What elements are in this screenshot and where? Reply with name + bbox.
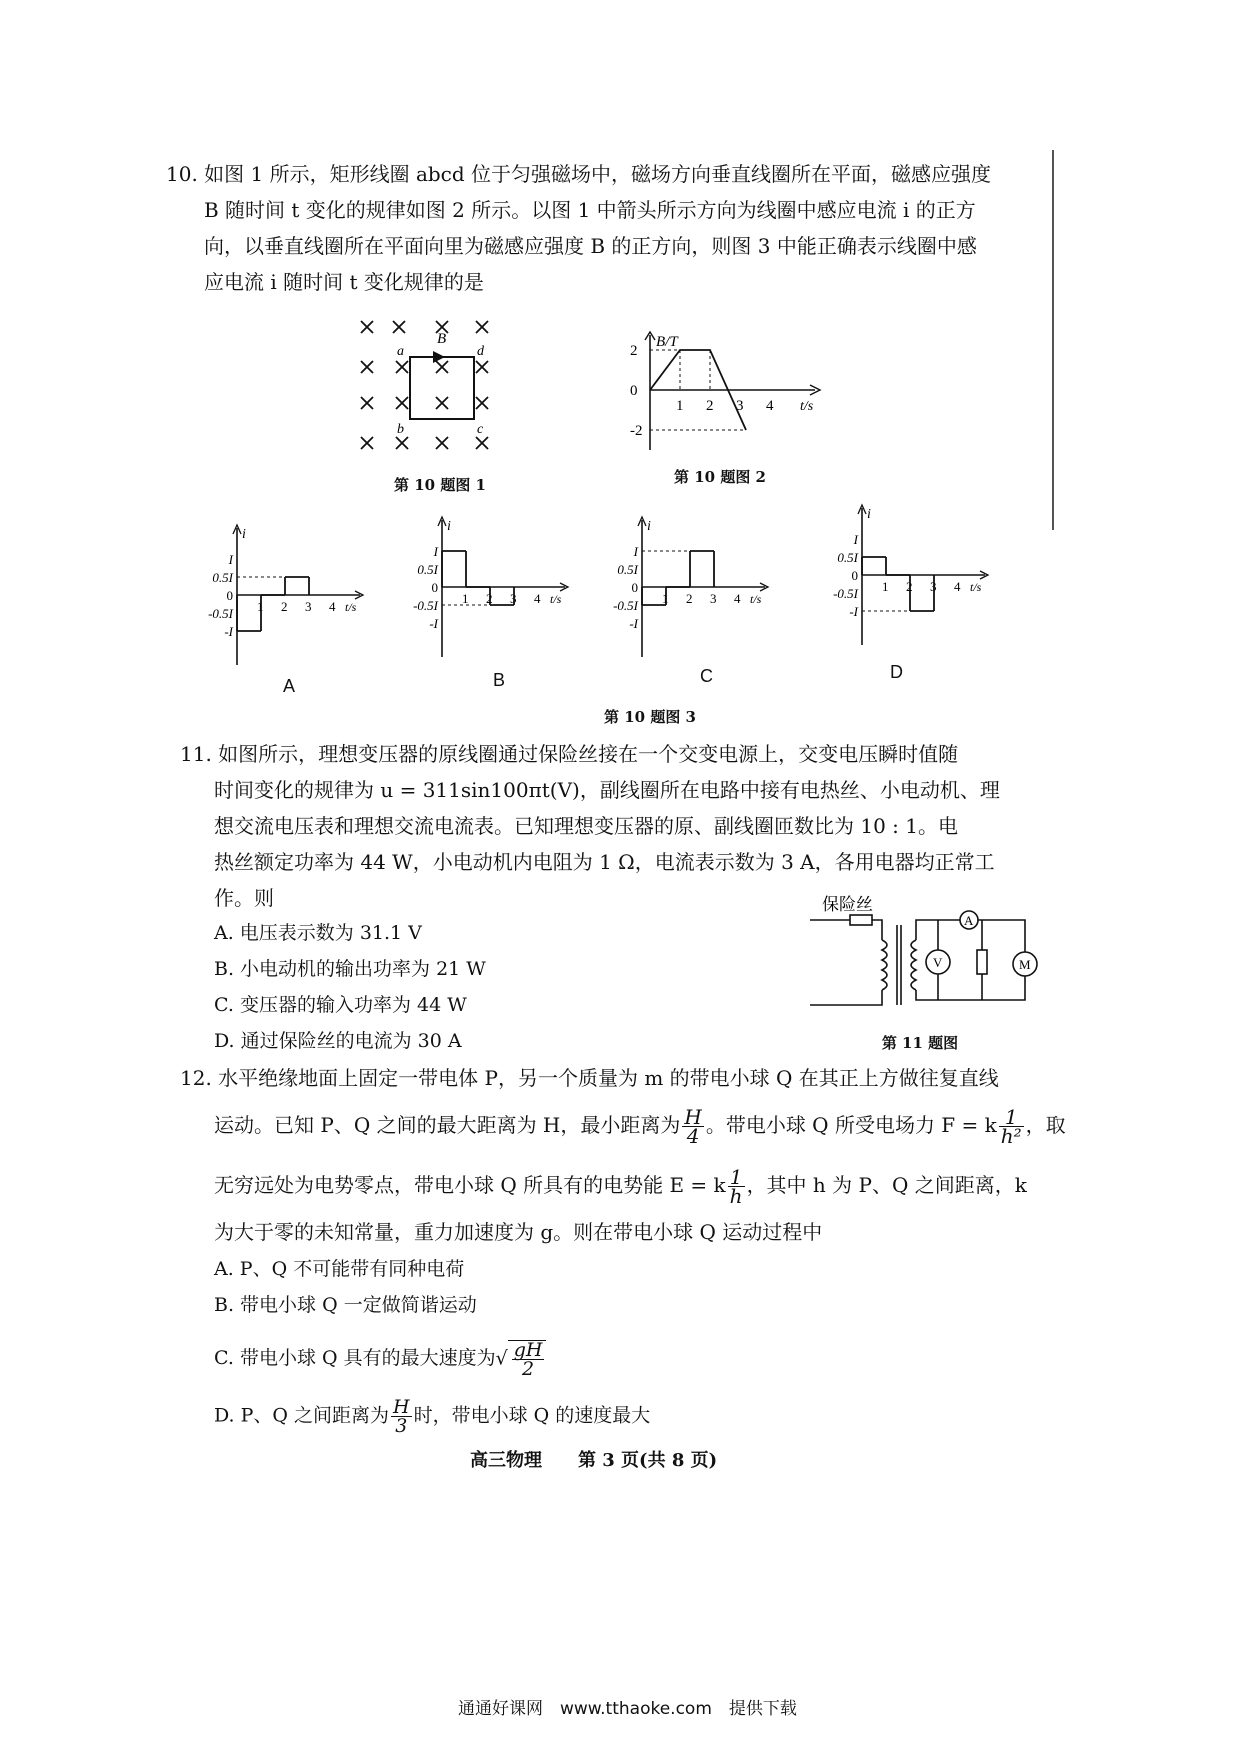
fraction-h-over-3: $\frac{H}{3}$ — [393, 1396, 410, 1437]
q11-line-5: 作。则 — [214, 886, 274, 910]
t-tick-label: 1 — [676, 398, 684, 414]
i-tick-label: 0.5I — [212, 570, 233, 585]
i-tick-label: -I — [429, 616, 438, 631]
scan-edge-line — [1052, 150, 1054, 530]
q12-line-3-post: ，其中 h 为 P、Q 之间距离，k — [746, 1173, 1027, 1197]
primary-coil — [882, 940, 887, 990]
t-axis-label: t/s — [750, 592, 762, 606]
i-tick-label: I — [228, 552, 233, 567]
vertex-b: b — [397, 422, 404, 437]
i-tick-label: -0.5I — [613, 598, 638, 613]
download-watermark: 通通好课网 www.tthaoke.com 提供下载 — [458, 1699, 797, 1719]
transformer-core — [897, 925, 901, 1005]
i-tick-label: -0.5I — [208, 606, 233, 621]
t-tick-label: 4 — [534, 591, 541, 606]
t-tick-label: 1 — [462, 591, 469, 606]
q11-option-b: B. 小电动机的输出功率为 21 W — [214, 958, 486, 980]
motor-label: M — [1019, 957, 1031, 972]
q12-line-1: 12. 水平绝缘地面上固定一带电体 P，另一个质量为 m 的带电小球 Q 在其正上方做往复直线 — [180, 1066, 999, 1090]
q11-line-1: 11. 如图所示，理想变压器的原线圈通过保险丝接在一个交变电源上，交变电压瞬时值随 — [180, 742, 959, 766]
q11-line-4: 热丝额定功率为 44 W，小电动机内电阻为 1 Ω，电流表示数为 3 A，各用电器均正常工 — [214, 850, 995, 874]
q12-line-3-pre: 无穷远处为电势零点，带电小球 Q 所具有的电势能 E = k — [214, 1173, 726, 1197]
i-tick-label: -I — [224, 624, 233, 639]
i-tick-label: 0 — [631, 580, 638, 595]
field-cross — [361, 437, 373, 449]
q10-figure-1 — [355, 315, 525, 465]
q10-line-2: B 随时间 t 变化的规律如图 2 所示。以图 1 中箭头所示方向为线圈中感应电流 i 的正方 — [204, 198, 976, 222]
fuse — [850, 915, 872, 925]
field-cross — [476, 437, 488, 449]
q12-option-d: D. P、Q 之间距离为 $\frac{H}{3}$ 时，带电小球 Q 的速度最大 — [214, 1396, 651, 1437]
q10-figure-3-caption: 第 10 题图 3 — [604, 708, 696, 726]
t-tick-label: 4 — [734, 591, 741, 606]
fuse-label: 保险丝 — [822, 895, 873, 914]
vertex-d: d — [477, 344, 484, 359]
i-t-curve — [237, 577, 309, 631]
option-letter-b: B — [493, 670, 506, 690]
q10-figure-2 — [610, 330, 830, 460]
i-tick-label: 0 — [226, 588, 233, 603]
q10-option-a-graph — [195, 520, 375, 670]
fraction-1-over-h: $\frac{1}{h}$ — [729, 1165, 743, 1208]
fraction-h-over-4: $\frac{H}{4}$ — [684, 1105, 702, 1148]
field-cross — [361, 361, 373, 373]
i-tick-label: 0.5I — [837, 550, 858, 565]
i-axis-label: i — [647, 519, 651, 534]
i-tick-label: -0.5I — [413, 598, 438, 613]
q11-option-c: C. 变压器的输入功率为 44 W — [214, 994, 467, 1016]
t-tick-label: 3 — [710, 591, 717, 606]
t-tick-label: 1 — [257, 599, 264, 614]
t-axis-label: t/s — [970, 580, 982, 594]
option-letter-c: C — [700, 666, 713, 686]
q12-option-a: A. P、Q 不可能带有同种电荷 — [214, 1258, 465, 1280]
i-t-curve — [642, 551, 714, 605]
field-cross — [396, 361, 408, 373]
b-tick-label: 0 — [630, 383, 638, 399]
t-tick-label: 2 — [906, 579, 913, 594]
q10-option-c-graph — [600, 512, 780, 662]
q12-line-2-pre: 运动。已知 P、Q 之间的最大距离为 H，最小距离为 — [214, 1113, 681, 1137]
i-tick-label: I — [433, 544, 438, 559]
i-tick-label: -I — [849, 604, 858, 619]
secondary-coil — [911, 940, 916, 990]
t-tick-label: 3 — [930, 579, 937, 594]
t-axis-label: t/s — [800, 399, 814, 414]
t-tick-label: 4 — [329, 599, 336, 614]
voltmeter-label: V — [933, 955, 943, 970]
i-tick-label: 0.5I — [617, 562, 638, 577]
field-cross — [396, 437, 408, 449]
field-cross — [476, 397, 488, 409]
i-tick-label: 0.5I — [417, 562, 438, 577]
t-tick-label: 2 — [686, 591, 693, 606]
field-cross — [396, 397, 408, 409]
magnetic-field-crosses — [361, 321, 488, 449]
q12-line-2 — [214, 1105, 1066, 1148]
vertex-a: a — [397, 344, 404, 359]
option-letter-d: D — [890, 662, 903, 682]
q11-figure-caption: 第 11 题图 — [881, 1034, 959, 1052]
field-cross — [476, 321, 488, 333]
q12-option-c: C. 带电小球 Q 具有的最大速度为√ $\frac{gH}{2}$ — [214, 1340, 546, 1378]
vertex-c: c — [477, 422, 484, 437]
i-t-curve — [442, 551, 514, 605]
ammeter-label: A — [964, 913, 974, 928]
t-tick-label: 3 — [305, 599, 312, 614]
t-tick-label: 1 — [882, 579, 889, 594]
t-tick-label: 3 — [510, 591, 517, 606]
t-tick-label: 4 — [954, 579, 961, 594]
i-axis-label: i — [447, 519, 451, 534]
field-cross — [361, 321, 373, 333]
i-axis-label: i — [867, 507, 871, 522]
option-letter-a: A — [283, 676, 296, 696]
field-cross — [436, 397, 448, 409]
q11-circuit-figure — [810, 890, 1040, 1030]
q12-line-2-mid: 。带电小球 Q 所受电场力 F = k — [705, 1113, 997, 1137]
t-tick-label: 2 — [281, 599, 288, 614]
q12-line-2-post: ，取 — [1025, 1113, 1066, 1137]
primary-bottom-wire — [810, 990, 882, 1005]
q10-figure-1-caption: 第 10 题图 1 — [394, 476, 486, 494]
q10-figure-2-caption: 第 10 题图 2 — [674, 468, 766, 486]
i-tick-label: I — [853, 532, 858, 547]
heater-resistor — [977, 950, 987, 974]
i-tick-label: 0 — [851, 568, 858, 583]
i-axis-label: i — [242, 527, 246, 542]
q12-option-b: B. 带电小球 Q 一定做简谐运动 — [214, 1294, 477, 1316]
b-tick-label: 2 — [630, 343, 638, 359]
field-cross — [436, 437, 448, 449]
fraction-1-over-h2: $\frac{1}{\text{h²}}$ — [1000, 1105, 1022, 1148]
t-tick-label: 1 — [662, 591, 669, 606]
q11-line-2: 时间变化的规律为 u = 311sin100πt(V)，副线圈所在电路中接有电热丝、小电动机、理 — [214, 778, 1000, 802]
i-tick-label: -I — [629, 616, 638, 631]
field-cross — [361, 397, 373, 409]
t-tick-label: 4 — [766, 398, 774, 414]
q11-option-d: D. 通过保险丝的电流为 30 A — [214, 1030, 462, 1052]
q10-line-3: 向，以垂直线圈所在平面向里为磁感应强度 B 的正方向，则图 3 中能正确表示线圈中感 — [204, 234, 977, 258]
field-label-B: B — [437, 331, 447, 347]
i-t-curve — [862, 557, 934, 611]
t-axis-label: t/s — [345, 600, 357, 614]
q12-line-3 — [214, 1165, 1027, 1208]
field-cross — [436, 361, 448, 373]
i-tick-label: -0.5I — [833, 586, 858, 601]
q11-line-3: 想交流电压表和理想交流电流表。已知理想变压器的原、副线圈匝数比为 10 : 1。电 — [214, 814, 958, 838]
secondary-bottom-wire — [916, 976, 1025, 1000]
b-axis-label: B/T — [656, 334, 678, 350]
field-cross — [476, 361, 488, 373]
q10-option-b-graph — [400, 512, 580, 662]
q10-option-d-graph — [820, 500, 1010, 650]
q10-line-1: 10. 如图 1 所示，矩形线圈 abcd 位于匀强磁场中，磁场方向垂直线圈所在平面，磁感应强度 — [166, 162, 992, 186]
page-footer: 高三物理 第 3 页(共 8 页) — [470, 1450, 718, 1471]
primary-wire-2 — [872, 920, 882, 940]
sqrt-gh-over-2: √ $\frac{gH}{2}$ — [496, 1340, 547, 1378]
q10-line-4: 应电流 i 随时间 t 变化规律的是 — [204, 270, 484, 294]
b-tick-label: -2 — [630, 423, 643, 439]
t-axis-label: t/s — [550, 592, 562, 606]
q11-option-a: A. 电压表示数为 31.1 V — [214, 922, 422, 944]
q12-line-4: 为大于零的未知常量，重力加速度为 g。则在带电小球 Q 运动过程中 — [214, 1220, 823, 1244]
t-tick-label: 3 — [736, 398, 744, 414]
i-tick-label: 0 — [431, 580, 438, 595]
field-cross — [393, 321, 405, 333]
t-tick-label: 2 — [706, 398, 714, 414]
i-tick-label: I — [633, 544, 638, 559]
b-t-graph — [630, 332, 820, 450]
t-tick-label: 2 — [486, 591, 493, 606]
